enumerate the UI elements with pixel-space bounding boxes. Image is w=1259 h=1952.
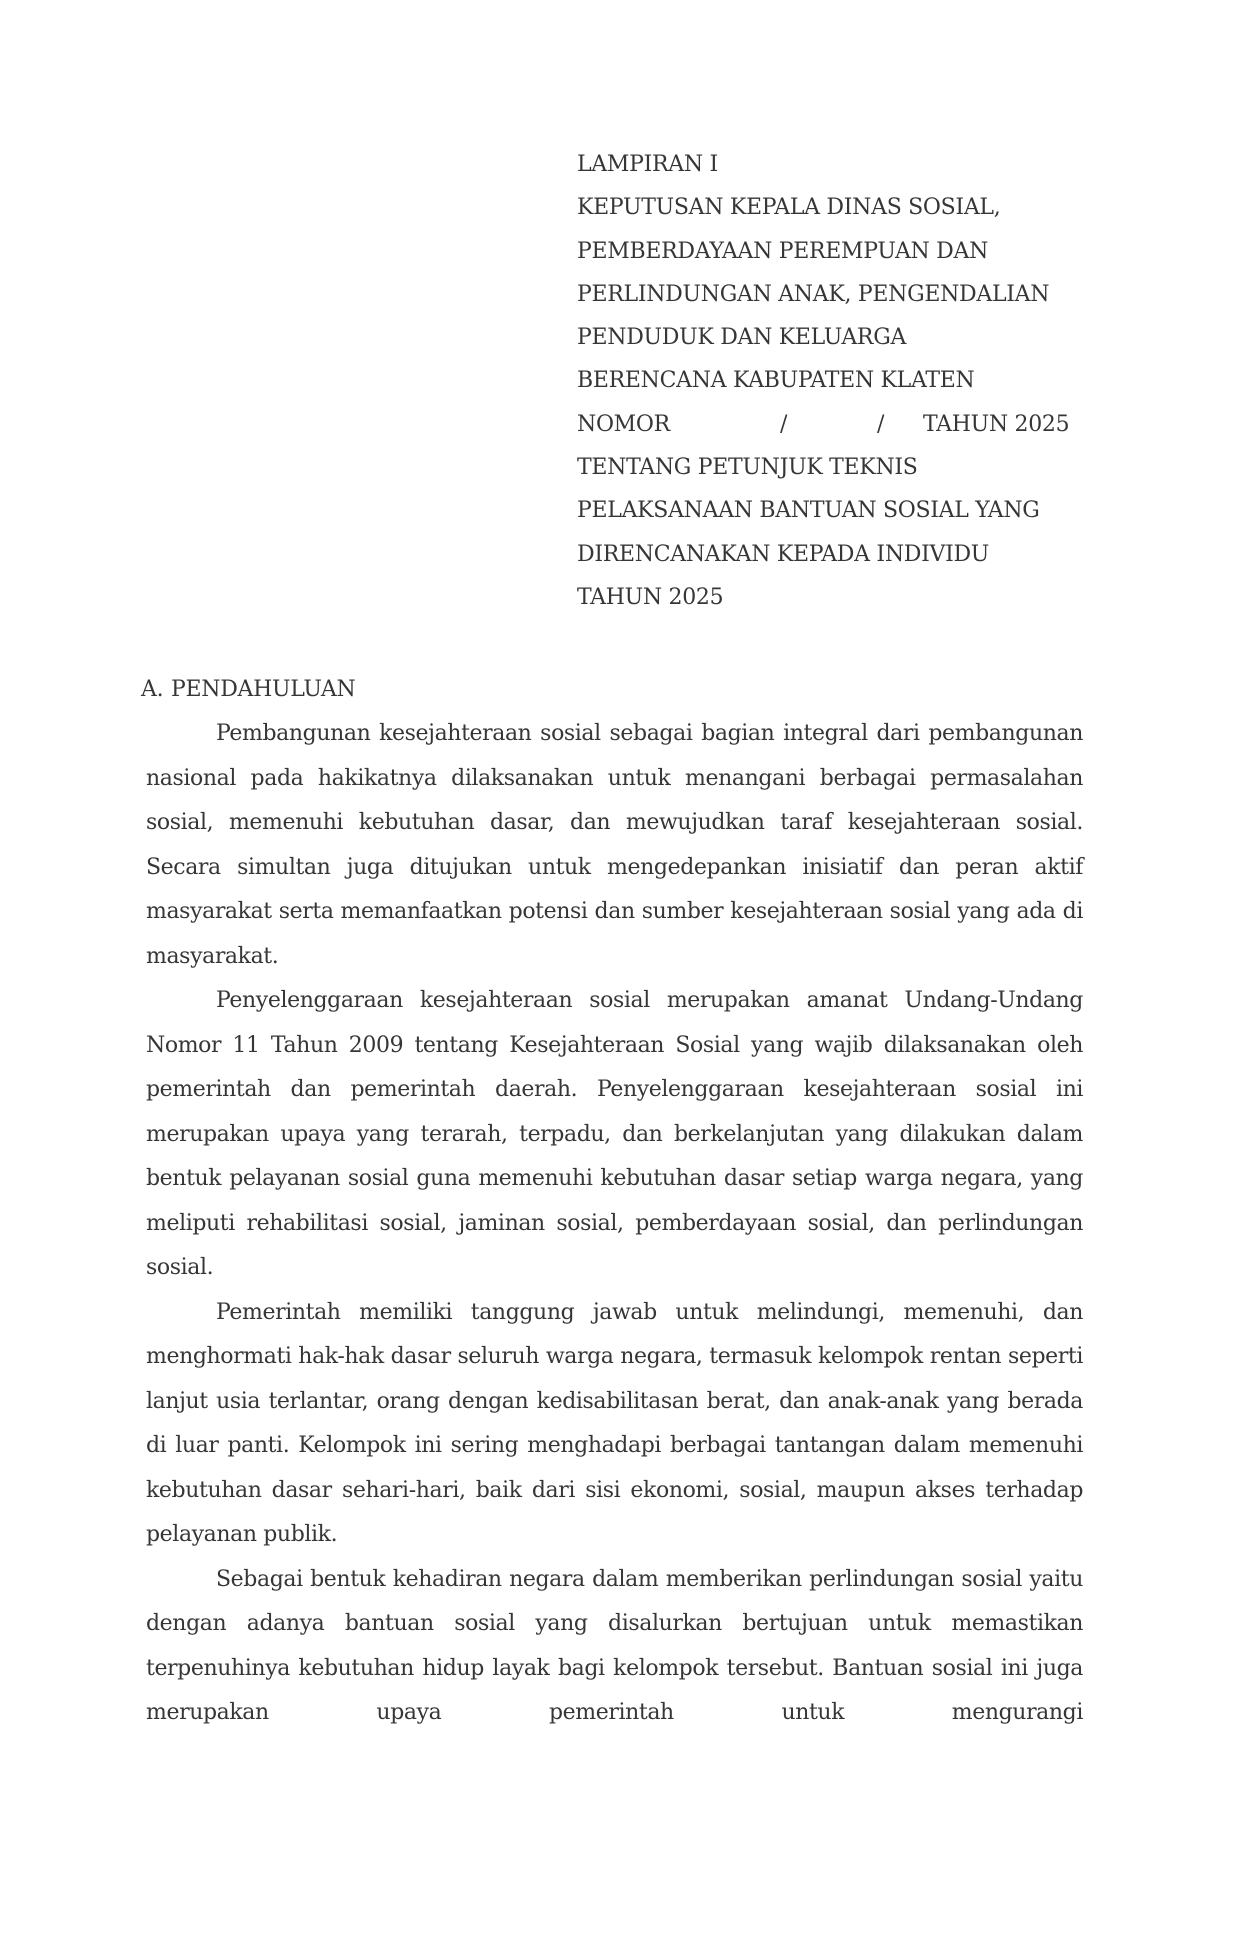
paragraph-1: Pembangunan kesejahteraan sosial sebagai bagian integral dari pembangunan nasional pada hakikatnya dilaksanakan untuk menangani berbagai permasalahan sosial, memenuhi kebutuhan dasar, dan mewujudkan taraf kesejahteraan sosial. Secara simultan juga ditujukan untuk mengedepankan inisiatif dan peran aktif masyarakat serta memanfaatkan potensi dan sumber kesejahteraan sosial yang ada di masyarakat. [146,721,1083,969]
paragraph-4: Sebagai bentuk kehadiran negara dalam memberikan perlindungan sosial yaitu dengan adanya bantuan sosial yang disalurkan bertujuan untuk memastikan terpenuhinya kebutuhan hidup layak bagi kelompok tersebut. Bantuan sosial ini juga merupakan upaya pemerintah untuk mengurangi [146,1566,1083,1725]
header-line-pemberdayaan: PEMBERDAYAAN PEREMPUAN DAN [577,238,989,264]
section-number: A. [141,677,164,702]
section-heading [141,668,1083,712]
decree-number-separator-1: / [780,411,788,437]
decree-number-line [577,403,1137,446]
section-pendahuluan [141,668,1083,1736]
header-line-tentang: TENTANG PETUNJUK TEKNIS [577,455,918,481]
decree-number-label: NOMOR [577,411,670,437]
header-line-penduduk: PENDUDUK DAN KELUARGA [577,325,907,351]
header-line-keputusan: KEPUTUSAN KEPALA DINAS SOSIAL, [577,195,1001,221]
decree-year: TAHUN 2025 [923,411,1070,437]
header-line-tahun: TAHUN 2025 [577,584,724,610]
header-line-perlindungan: PERLINDUNGAN ANAK, PENGENDALIAN [577,281,1050,307]
decree-number-separator-2: / [877,411,885,437]
section-title: PENDAHULUAN [171,677,356,702]
attachment-header [577,143,1137,619]
header-line-lampiran: LAMPIRAN I [577,152,718,177]
paragraph-2: Penyelenggaraan kesejahteraan sosial merupakan amanat Undang-Undang Nomor 11 Tahun 2009 tentang Kesejahteraan Sosial yang wajib dilaksanakan oleh pemerintah dan pemerintah daerah. Penyelenggaraan kesejahteraan sosial ini merupakan upaya yang terarah, terpadu, dan berkelanjutan yang dilakukan dalam bentuk pelayanan sosial guna memenuhi kebutuhan dasar setiap warga negara, yang meliputi rehabilitasi sosial, jaminan sosial, pemberdayaan sosial, dan perlindungan sosial. [146,988,1083,1280]
header-line-berencana: BERENCANA KABUPATEN KLATEN [577,368,975,394]
paragraph-3: Pemerintah memiliki tanggung jawab untuk melindungi, memenuhi, dan menghormati hak-hak dasar seluruh warga negara, termasuk kelompok rentan seperti lanjut usia terlantar, orang dengan kedisabilitasan berat, dan anak-anak yang berada di luar panti. Kelompok ini sering menghadapi berbagai tantangan dalam memenuhi kebutuhan dasar sehari-hari, baik dari sisi ekonomi, sosial, maupun akses terhadap pelayanan publik. [146,1299,1083,1547]
header-line-direncanakan: DIRENCANAKAN KEPADA INDIVIDU [577,541,990,567]
header-line-pelaksanaan: PELAKSANAAN BANTUAN SOSIAL YANG [577,498,1040,524]
